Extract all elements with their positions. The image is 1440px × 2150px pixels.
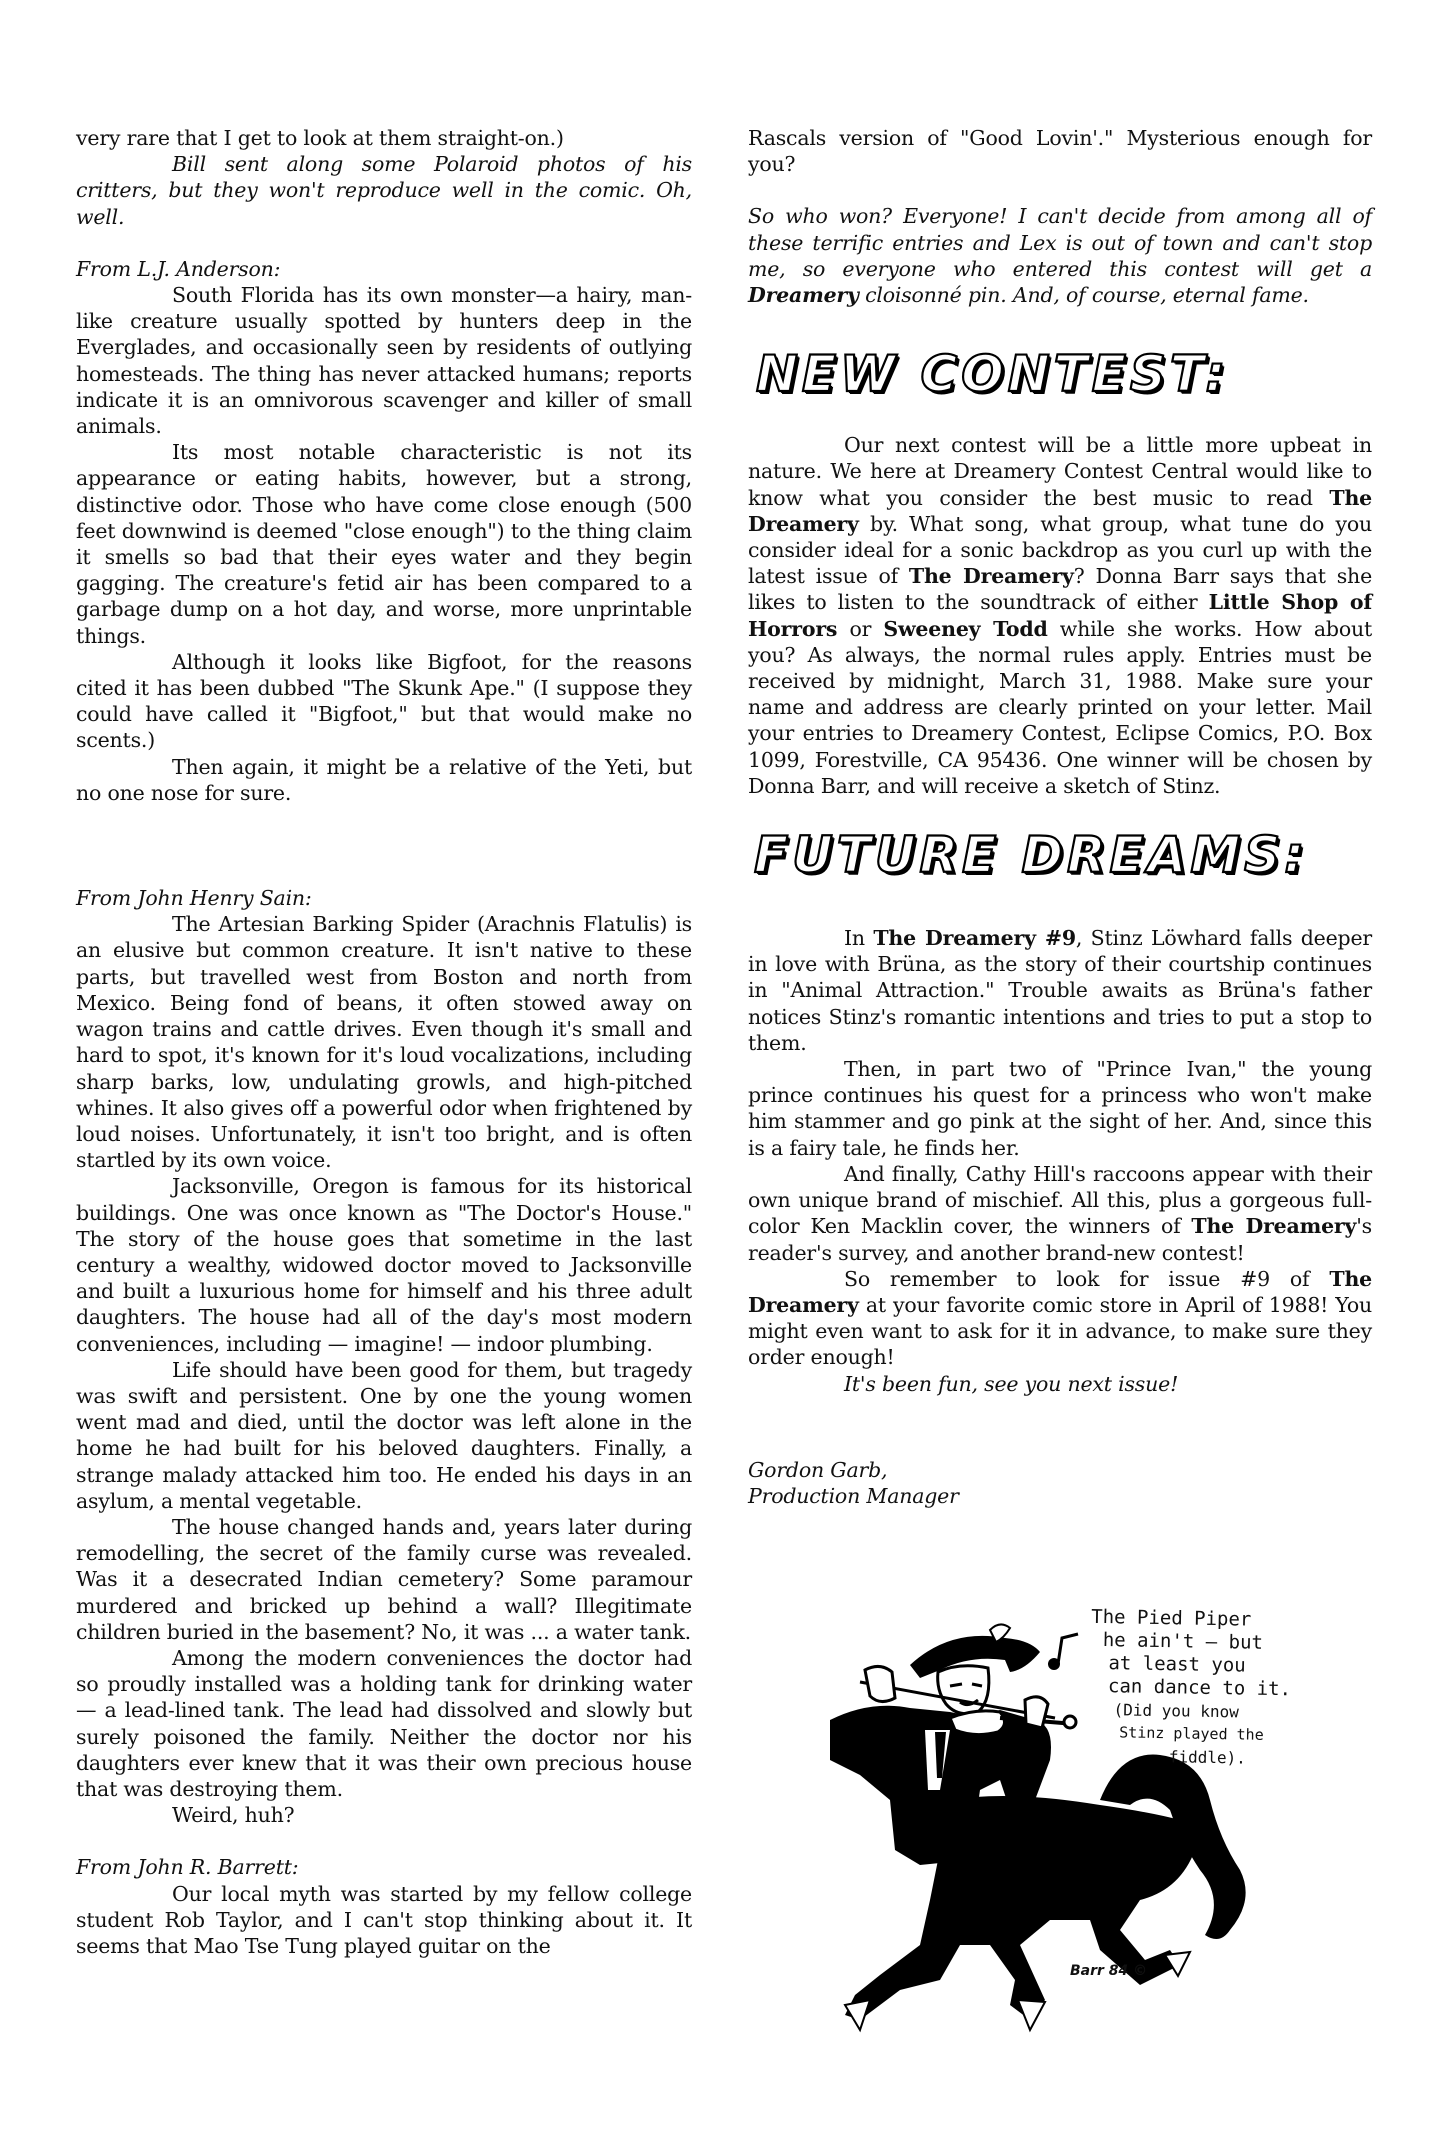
continued-text: very rare that I get to look at them straight-on.)	[76, 126, 564, 150]
letter-author: From John Henry Sain:	[76, 886, 312, 911]
signoff: It's been fun, see you next issue!	[844, 1371, 1179, 1396]
body-text: by. What song, what group, what tune do you consider ideal for a sonic backdrop as you curl up with the latest issue of	[748, 511, 1372, 589]
new-contest-heading: NEW CONTEST:	[756, 345, 1230, 404]
future-dreams-paragraph: Then, in part two of "Prince Ivan," the young prince continues his quest for a princess who won't make him stammer and go pink at the sight of her. And, since this is a fairy tale, he finds her.	[748, 1057, 1372, 1160]
letter-author: From L.J. Anderson:	[76, 256, 281, 281]
letter-paragraph: Although it looks like Bigfoot, for the reasons cited it has been dubbed "The Skunk Ape." (I suppose they could have called it "Bigfoot," but that would make no scents.)	[76, 649, 692, 753]
title-text: The Dreamery	[1191, 1214, 1357, 1239]
right-column	[748, 125, 1372, 1509]
body-text: 's reader's survey, and another brand-new contest!	[748, 1214, 1373, 1265]
body-text: , Stinz Löwhard falls deeper in love with Brüna, as the story of their courtship continues in "Animal Attraction." Trouble awaits as Brüna's father notices Stinz's romantic intentions and tries to put a stop to them.	[748, 926, 1372, 1055]
body-text: while she works. How about you? As always, the normal rules apply. Entries must be received by midnight, March 31, 1988. Make sure your name and address are clearly printed on your letter. Mail your entries to Dreamery Contest, Eclipse Comics, P.O. Box 1099, Forestville, CA 95436. One winner will be chosen by Donna Barr, and will receive a sketch of Stinz.	[748, 616, 1373, 798]
title-text: The Dreamery	[748, 485, 1372, 536]
winner-note-text: So who won? Everyone! I can't decide from among all of these terrific entries and Lex is out of town and can't stop me, so everyone who entered this contest will get a	[748, 204, 1372, 281]
caption-line: can dance to it.	[1107, 1675, 1292, 1701]
caption-line: Stinz played the	[1119, 1723, 1264, 1744]
caption-line: at least you	[1108, 1652, 1246, 1677]
body-text: or	[837, 616, 884, 641]
winner-note-title: Dreamery	[748, 283, 859, 308]
title-text: The Dreamery	[748, 1266, 1372, 1317]
future-dreams-paragraph	[748, 1161, 1372, 1266]
winner-note-text: cloisonné pin. And, of course, eternal fame.	[858, 283, 1309, 308]
body-text: ? Donna Barr says that she likes to listen to the soundtrack of either	[748, 564, 1372, 615]
body-text: Our next contest will be a little more upbeat in nature. We here at Dreamery Contest Central would like to know what you consider the best music to read	[748, 433, 1372, 510]
illustration-caption	[1089, 1606, 1342, 1771]
title-text: The Dreamery #9	[873, 926, 1076, 951]
continued-text: Rascals version of "Good Lovin'." Mysterious enough for you?	[748, 126, 1372, 177]
letter-author: From John R. Barrett:	[76, 1855, 299, 1880]
future-dreams-paragraph	[748, 925, 1372, 1056]
future-dreams-paragraph	[748, 1266, 1372, 1371]
letter-paragraph: Weird, huh?	[172, 1803, 295, 1828]
new-contest-paragraph	[748, 432, 1372, 799]
letter-paragraph: South Florida has its own monster—a hairy, man-like creature usually spotted by hunters deep in the Everglades, and occasionally seen by residents of outlying homesteads. The thing has never attacked humans; reports indicate it is an omnivorous scavenger and killer of small animals.	[76, 283, 692, 439]
body-text: And finally, Cathy Hill's raccoons appear with their own unique brand of mischief. All this, plus a gorgeous full-color Ken Macklin cover, the winners of	[748, 1161, 1372, 1239]
signature-name: Gordon Garb,	[748, 1457, 888, 1482]
title-text: The Dreamery	[908, 564, 1074, 589]
caption-line: fiddle).	[1168, 1747, 1247, 1768]
body-text: at your favorite comic store in April of 1988! You might even want to ask for it in advance, to make sure they order enough!	[748, 1292, 1372, 1370]
editor-note: Bill sent along some Polaroid photos of his critters, but they won't reproduce well in the comic. Oh, well.	[76, 152, 692, 229]
artist-signature: Barr 84 ©	[1070, 1963, 1148, 1979]
body-text: So remember to look for issue #9 of	[844, 1266, 1330, 1291]
title-text: Little Shop of Horrors	[748, 590, 1372, 641]
letter-paragraph: Our local myth was started by my fellow college student Rob Taylor, and I can't stop thinking about it. It seems that Mao Tse Tung played guitar on the	[76, 1881, 692, 1958]
caption-line: (Did you know	[1113, 1700, 1239, 1722]
letter-paragraph: Among the modern conveniences the doctor had so proudly installed was a holding tank for drinking water — a lead-lined tank. The lead had dissolved and slowly but surely poisoned the family. Neither the doctor nor his daughters ever knew that it was their own precious house that was destroying them.	[76, 1645, 692, 1801]
left-column	[76, 125, 692, 1959]
caption-line: he ain't — but	[1102, 1629, 1264, 1654]
signature-title: Production Manager	[748, 1483, 959, 1508]
future-dreams-heading: FUTURE DREAMS:	[754, 826, 1309, 885]
letter-paragraph: Life should have been good for them, but tragedy was swift and persistent. One by one the young women went mad and died, until the doctor was left alone in the home he had built for his beloved daughters. Finally, a strange malady attacked him too. He ended his days in an asylum, a mental vegetable.	[76, 1357, 692, 1513]
letter-paragraph: Its most notable characteristic is not its appearance or eating habits, however, but a strong, distinctive odor. Those who have come close enough (500 feet downwind is deemed "close enough") to the thing claim it smells so bad that their eyes water and they begin gagging. The creature's fetid air has been compared to a garbage dump on a hot day, and worse, more unprintable things.	[76, 440, 692, 648]
body-text: In	[844, 926, 874, 951]
winner-note	[748, 203, 1372, 308]
letter-paragraph: The Artesian Barking Spider (Arachnis Flatulis) is an elusive but common creature. It isn't native to these parts, but travelled west from Boston and north from Mexico. Being fond of beans, it often stowed away on wagon trains and cattle drives. Even though it's small and hard to spot, it's known for it's loud vocalizations, including sharp barks, low, undulating growls, and high-pitched whines. It also gives off a powerful odor when frightened by loud noises. Unfortunately, it isn't too bright, and is often startled by its own voice.	[76, 912, 692, 1173]
letter-paragraph: Then again, it might be a relative of the Yeti, but no one nose for sure.	[76, 754, 692, 805]
caption-line: The Pied Piper	[1091, 1605, 1252, 1631]
letter-paragraph: The house changed hands and, years later during remodelling, the secret of the family curse was revealed. Was it a desecrated Indian cemetery? Some paramour murdered and bricked up behind a wall? Illegitimate children buried in the basement? No, it was ... a water tank.	[76, 1514, 692, 1644]
title-text: Sweeney Todd	[883, 616, 1048, 641]
letter-paragraph: Jacksonville, Oregon is famous for its historical buildings. One was once known as "The Doctor's House." The story of the house goes that sometime in the last century a wealthy, widowed doctor moved to Jacksonville and built a luxurious home for himself and his three adult daughters. The house had all of the day's most modern conveniences, including — imagine! — indoor plumbing.	[76, 1174, 692, 1356]
